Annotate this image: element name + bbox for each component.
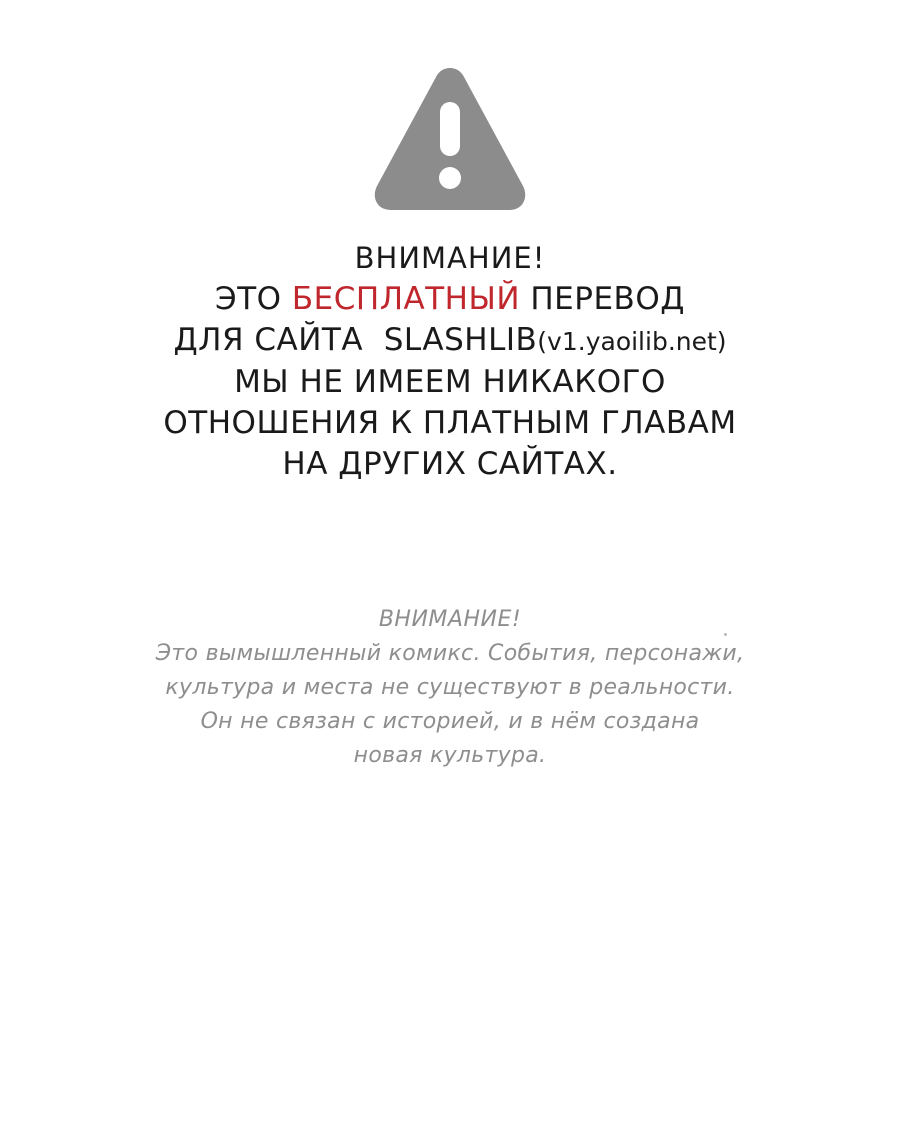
notice-line-no-relation-3: НА ДРУГИХ САЙТАХ. xyxy=(282,446,618,482)
disclaimer-line-3: Он не связан с историей, и в нём создана xyxy=(200,709,700,734)
notice-line2-prefix: ЭТО xyxy=(215,281,292,317)
notice-line-no-relation-1: МЫ НЕ ИМЕЕМ НИКАКОГО xyxy=(234,364,666,400)
disclaimer-title: ВНИМАНИЕ! xyxy=(378,607,522,632)
notice-line-no-relation-2: ОТНОШЕНИЯ К ПЛАТНЫМ ГЛАВАМ xyxy=(163,405,737,441)
disclaimer-line-4: новая культура. xyxy=(353,743,547,768)
notice-title: ВНИМАНИЕ! xyxy=(354,241,546,275)
notice-site-label: ДЛЯ САЙТА SLASHLIB xyxy=(173,322,538,358)
notice-site-url: (v1.yaoilib.net) xyxy=(537,327,727,356)
fiction-disclaimer xyxy=(0,603,900,773)
notice-line2-suffix: ПЕРЕВОД xyxy=(520,281,685,317)
stray-dot-mark xyxy=(724,633,727,636)
disclaimer-line-2: культура и места не существуют в реальности. xyxy=(165,675,735,700)
warning-icon-container xyxy=(0,0,900,212)
main-notice xyxy=(0,238,900,485)
warning-triangle-icon xyxy=(370,62,530,212)
notice-line-free-translation xyxy=(0,279,900,320)
notice-accent-free: БЕСПЛАТНЫЙ xyxy=(291,281,521,317)
notice-line-site xyxy=(0,320,900,362)
disclaimer-line-1: Это вымышленный комикс. События, персонажи, xyxy=(155,641,745,666)
